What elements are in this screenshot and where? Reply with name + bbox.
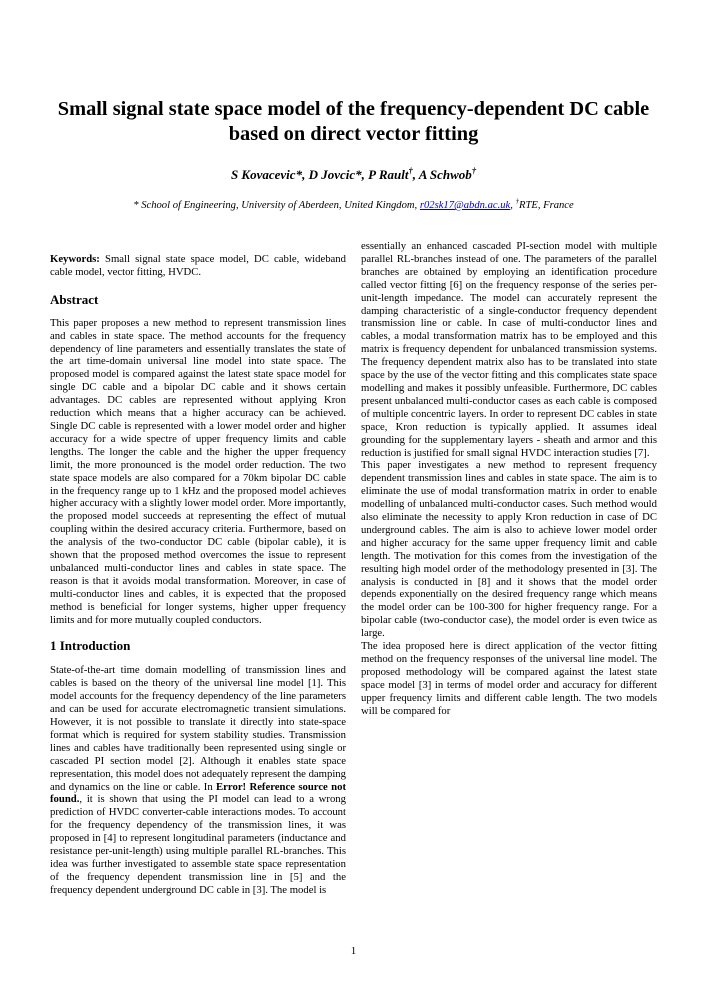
keywords-text: Small signal state space model, DC cable, wideband cable model, vector fitting, HVDC.	[50, 253, 346, 278]
intro-paragraph-1-continued: essentially an enhanced cascaded PI-section model with multiple parallel RL-branches instead of one. The parameters of the parallel branches are obtained by employing an identification procedure called vector fitting [6] on the frequency response of the series per-unit-length impedance. The model can accurately represent the damping characteristic of a single-conductor frequency dependent transmission line or cable. In case of multi-conductor lines and cables, a modal transformation matrix has to be employed and this matrix is frequency dependent for unbalanced transmission systems. The frequency dependent matrix also has to be translated into state space by the use of the vector fitting and this complicates state space modelling and makes it possibly unfeasible. Furthermore, DC cables present unbalanced multi-conductor cases as each cable is composed of multiple concentric layers. In order to represent DC cables in state space, Kron reduction is typically applied. It assumes ideal grounding for the supplementary layers - sheath and armor and this reduction is justified for small signal HVDC interaction studies [7].	[361, 240, 657, 459]
keywords	[50, 253, 346, 279]
affiliation-mark: †	[515, 198, 519, 206]
author-list	[0, 167, 707, 183]
authors-part-2: , A Schwob	[412, 167, 472, 182]
email-link[interactable]: r02sk17@abdn.ac.uk	[419, 200, 511, 211]
intro-heading: 1 Introduction	[50, 638, 131, 654]
author-affil-mark: †	[408, 165, 413, 176]
intro-paragraph-1	[50, 664, 346, 896]
left-column	[50, 253, 346, 897]
affiliations	[0, 200, 707, 211]
affiliation-text: * School of Engineering, University of Aberdeen, United Kingdom,	[133, 200, 418, 211]
abstract-heading: Abstract	[50, 291, 99, 307]
author-affil-mark: †	[471, 165, 477, 176]
authors-part-1: S Kovacevic*, D Jovcic*, P Rault	[230, 167, 409, 182]
intro-p1-text-b: , it is shown that using the PI model can lead to a wrong prediction of HVDC converter-cable interactions modes. To account for the frequency dependency of the transmission lines, it was proposed in [4] to represent longitudinal parameters (inductance and resistance per-unit-length) using multiple parallel RL-branches. This idea was further investigated to assemble state space representation of the frequency dependent transmission line in [5] and the frequency dependent underground DC cable in [3]. The model is	[50, 793, 346, 896]
page-number: 1	[350, 945, 357, 957]
intro-paragraph-3: The idea proposed here is direct application of the vector fitting method on the frequency responses of the universal line model. The proposed methodology will be compared against the latest state space model [3] in terms of model order and accuracy for different upper frequency limits and different cable length. The two models will be compared for	[361, 640, 657, 717]
right-column	[361, 240, 657, 718]
affiliation-org: RTE, France	[518, 200, 574, 211]
reference-error-text: Error! Reference source not found.	[50, 780, 347, 806]
intro-p1-text-a: State-of-the-art time domain modelling of transmission lines and cables is based on the theory of the universal line model [1]. This model accounts for the frequency dependency of the line parameters and can be used for accurate electromagnetic transient simulations. However, it is not possible to translate it directly into state-space format which is required for system stability studies. Transmission lines and cables have traditionally been represented using single or cascaded PI section model [2]. Although it enables state space representation, this model does not adequately represent the damping and dynamics on the line or cable. In	[50, 664, 346, 793]
paper-title: Small signal state space model of the frequency-dependent DC cable based on direct vector fitting	[57, 98, 650, 145]
affiliation-sep: ,	[510, 200, 513, 211]
abstract-body: This paper proposes a new method to represent transmission lines and cables in state space. The method accounts for the frequency dependency of line parameters and essentially translates the state of the art time-domain universal line model into state space. The proposed model is compared against the latest state space model for single DC cable and a bipolar DC cable and it shows certain advantages. DC cables are represented without applying Kron reduction which means that a higher accuracy can be achieved. Single DC cable is represented with a lower model order and higher accuracy for a wide spectre of upper frequency limits and cable lengths. The longer the cable and the higher the upper frequency limit, the more pronounced is the model order reduction. The two state space models are also compared for a 70km bipolar DC cable in the frequency range up to 1 kHz and the proposed model achieves higher accuracy with a slightly lower model order. More importantly, the proposed model succeeds at representing the effect of mutual coupling within the desired accuracy criteria. Furthermore, based on the analysis of the two-conductor DC cable (bipolar cable), it is shown that the proposed method overcomes the issue to represent unbalanced multi-conductor lines and cables in state space. The reason is that it avoids modal transformation. Moreover, in case of multi-conductor lines and cables, it is expected that the proposed method is beneficial for longer systems, higher upper frequency limits and for more mutually coupled conductors.	[50, 316, 346, 626]
keywords-label: Keywords:	[50, 253, 100, 265]
intro-paragraph-2: This paper investigates a new method to represent frequency dependent transmission lines and cables in state space. The aim is to eliminate the use of modal transformation matrix in order to enable modelling of unbalanced multi-conductor cases. Such method would also eliminate the necessity to apply Kron reduction in case of DC underground cables. The aim is also to achieve lower model order and higher accuracy for the same upper frequency limit and cable length. The motivation for this comes from the investigation of the resulting high model order of the methodology presented in [3]. The analysis is conducted in [8] and it shows that the model order depends exponentially on the desired frequency range which means the model order can be 100-300 for higher frequency range. For a bipolar cable (two-conductor case), the model order is even twice as large.	[361, 459, 657, 640]
